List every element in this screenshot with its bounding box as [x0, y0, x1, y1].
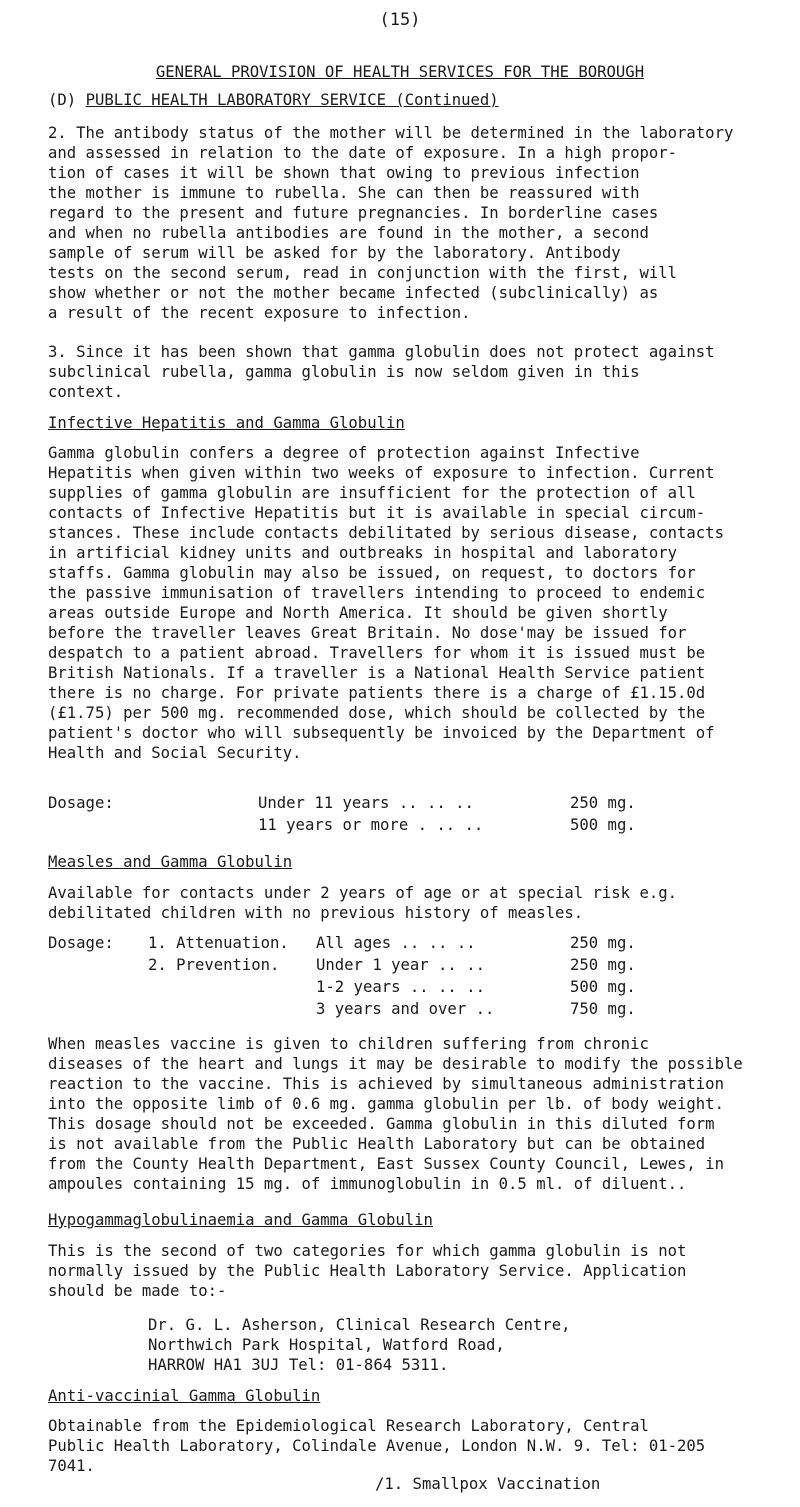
- measles-dosage-type: 2. Prevention.: [148, 956, 280, 974]
- paragraph-3: 3. Since it has been shown that gamma globulin does not protect against subclinical rubella, gamma globulin is now seldom given in this context.: [48, 343, 715, 401]
- measles-paragraph-1: Available for contacts under 2 years of age or at special risk e.g. debilitated children with no previous history of measles.: [48, 884, 678, 922]
- hypo-heading: Hypogammaglobulinaemia and Gamma Globulin: [48, 1211, 433, 1229]
- hepatitis-paragraph: Gamma globulin confers a degree of protection against Infective Hepatitis when given within two weeks of exposure to infection. Current supplies of gamma globulin are insufficient for the protection of all contacts of Infective Hepatitis but it is available in special circum- stances. These include contacts debilitated by serious disease, contacts in artificial kidney units and outbreaks in hospital and laboratory staffs. Gamma globulin may also be issued, on request, to doctors for the passive immunisation of travellers intending to proceed to endemic areas outside Europe and North America. It should be given shortly before the traveller leaves Great Britain. No dose'may be issued for despatch to a patient abroad. Travellers for whom it is issued must be British Nationals. If a traveller is a National Health Service patient there is no charge. For private patients there is a charge of £1.15.0d (£1.75) per 500 mg. recommended dose, which should be collected by the patient's doctor who will subsequently be invoiced by the Department of Health and Social Security.: [48, 444, 724, 762]
- measles-dosage-group: 1-2 years .. .. ..: [316, 978, 485, 996]
- hypo-paragraph: This is the second of two categories for which gamma globulin is not normally issued by the Public Health Laboratory Service. Application should be made to:-: [48, 1242, 687, 1300]
- hepatitis-dosage-label: Dosage:: [48, 794, 114, 812]
- measles-dosage-group: All ages .. .. ..: [316, 934, 476, 952]
- anti-vaccinial-heading: Anti-vaccinial Gamma Globulin: [48, 1387, 321, 1405]
- hepatitis-dosage-row: [258, 793, 474, 813]
- page-number: (15): [379, 10, 421, 30]
- dosage-group: 11 years or more . .. ..: [258, 816, 484, 834]
- measles-dosage-dose: 750 mg.: [570, 1000, 636, 1018]
- measles-dosage-dose: 250 mg.: [570, 934, 636, 952]
- dosage-group: Under 11 years .. .. ..: [258, 794, 474, 812]
- measles-dosage-dose: 500 mg.: [570, 978, 636, 996]
- hepatitis-dosage-row-dose: 250 mg.: [570, 794, 636, 812]
- section-label: [48, 90, 499, 110]
- page-title: GENERAL PROVISION OF HEALTH SERVICES FOR THE BOROUGH: [155, 63, 645, 81]
- measles-dosage-group: 3 years and over ..: [316, 1000, 495, 1018]
- measles-dosage-label: Dosage:: [48, 934, 114, 952]
- section-label-prefix: (D): [48, 91, 86, 109]
- hepatitis-dosage-row-dose: 500 mg.: [570, 816, 636, 834]
- section-label-text: PUBLIC HEALTH LABORATORY SERVICE (Continued): [85, 91, 499, 109]
- measles-dosage-dose: 250 mg.: [570, 956, 636, 974]
- measles-dosage-type: 1. Attenuation.: [148, 934, 289, 952]
- paragraph-2: 2. The antibody status of the mother will be determined in the laboratory and assessed in relation to the date of exposure. In a high propor- tion of cases it will be shown that owing to previous infection the mother is immune to rubella. She can then be reassured with regard to the present and future pregnancies. In borderline cases and when no rubella antibodies are found in the mother, a second sample of serum will be asked for by the laboratory. Antibody tests on the second serum, read in conjunction with the first, will show whether or not the mother became infected (subclinically) as a result of the recent exposure to infection.: [48, 124, 734, 322]
- contact-address: Dr. G. L. Asherson, Clinical Research Centre, Northwich Park Hospital, Watford Road, HARROW HA1 3UJ Tel: 01-864 5311.: [148, 1316, 571, 1374]
- catchword: /1. Smallpox Vaccination: [375, 1475, 601, 1493]
- hepatitis-dosage-row: [258, 815, 483, 835]
- anti-vaccinial-paragraph: Obtainable from the Epidemiological Research Laboratory, Central Public Health Laboratory, Colindale Avenue, London N.W. 9. Tel: 01-205 7041.: [48, 1417, 706, 1475]
- measles-dosage-group: Under 1 year .. ..: [316, 956, 485, 974]
- measles-heading: Measles and Gamma Globulin: [48, 853, 293, 871]
- measles-paragraph-2: When measles vaccine is given to children suffering from chronic diseases of the heart and lungs it may be desirable to modify the possible reaction to the vaccine. This is achieved by simultaneous administration into the opposite limb of 0.6 mg. gamma globulin per lb. of body weight. This dosage should not be exceeded. Gamma globulin in this diluted form is not available from the Public Health Laboratory but can be obtained from the County Health Department, East Sussex County Council, Lewes, in ampoules containing 15 mg. of immunoglobulin in 0.5 ml. of diluent..: [48, 1035, 743, 1193]
- hepatitis-heading: Infective Hepatitis and Gamma Globulin: [48, 414, 405, 432]
